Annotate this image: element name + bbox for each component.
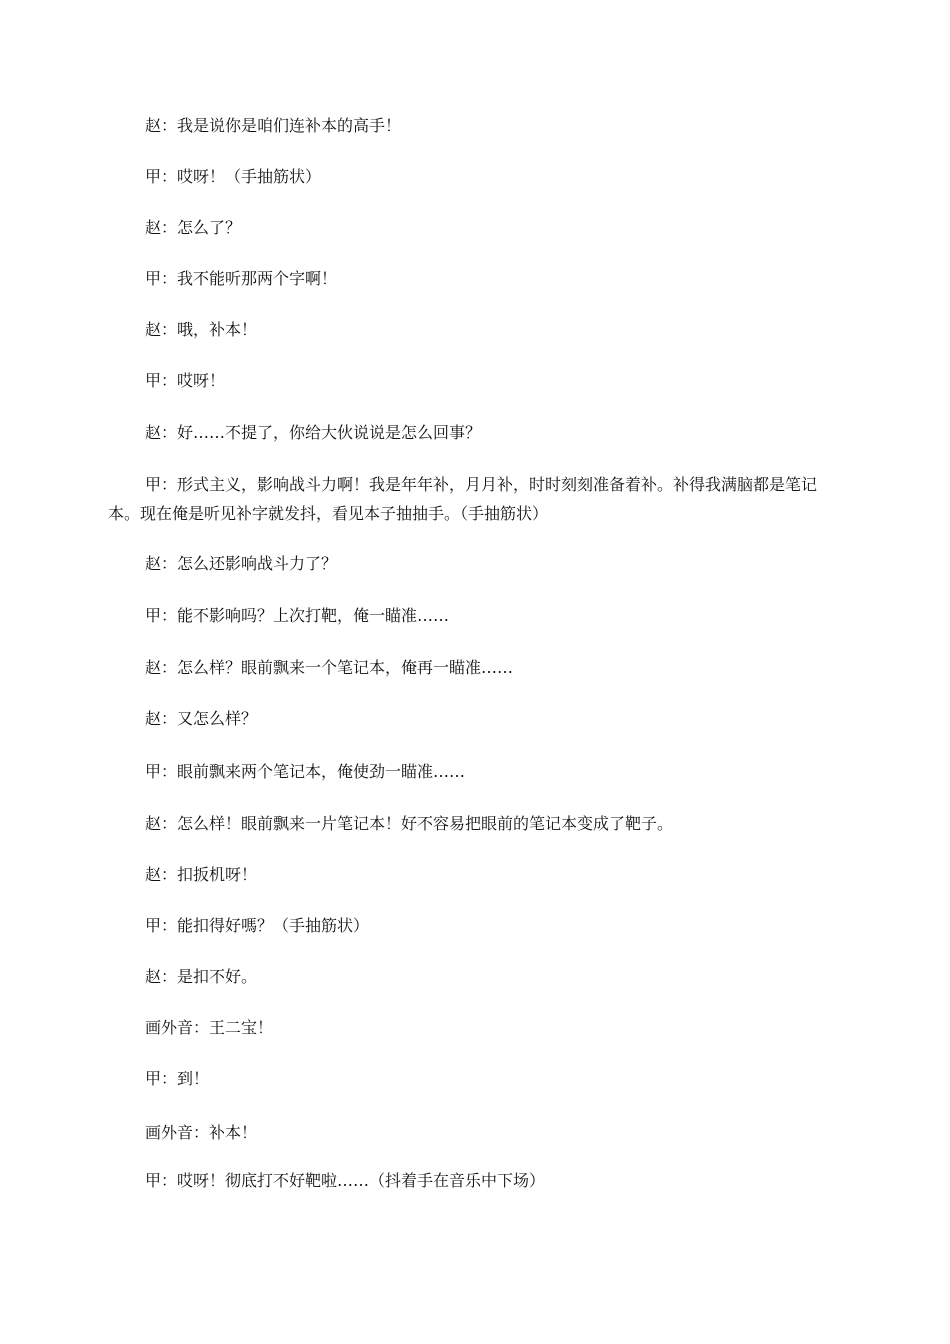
script-line: 赵：怎么样？眼前飘来一个笔记本，俺再一瞄准…… (145, 658, 514, 677)
script-line: 赵：怎么了？ (145, 218, 242, 237)
script-line: 甲：能扣得好嗎？（手抽筋状） (145, 916, 370, 935)
script-line: 甲：哎呀！ (145, 371, 226, 390)
script-line: 赵：又怎么样？ (145, 709, 258, 728)
script-line: 甲：能不影响吗？上次打靶，俺一瞄准…… (145, 606, 450, 625)
script-line: 赵：怎么还影响战斗力了？ (145, 554, 338, 573)
script-line: 甲：哎呀！（手抽筋状） (145, 167, 322, 186)
script-line: 甲：哎呀！彻底打不好靶啦……（抖着手在音乐中下场） (145, 1171, 546, 1190)
script-line: 画外音：补本！ (145, 1123, 258, 1142)
script-line: 赵：扣扳机呀！ (145, 865, 258, 884)
script-line: 赵：哦，补本！ (145, 320, 258, 339)
script-line: 甲：我不能听那两个字啊！ (145, 269, 338, 288)
script-line: 甲：眼前飘来两个笔记本，俺使劲一瞄准…… (145, 762, 466, 781)
script-line: 画外音：王二宝！ (145, 1018, 274, 1037)
script-line: 赵：好……不提了，你给大伙说说是怎么回事？ (145, 423, 482, 442)
script-line: 甲：形式主义，影响战斗力啊！我是年年补，月月补，时时刻刻准备着补。补得我满脑都是笔记本。现在俺是听见补字就发抖，看见本子抽抽手。（手抽筋状） (108, 475, 818, 523)
script-line: 赵：是扣不好。 (145, 967, 258, 986)
script-line: 赵：怎么样！眼前飘来一片笔记本！好不容易把眼前的笔记本变成了靶子。 (145, 814, 674, 833)
script-line: 赵：我是说你是咱们连补本的高手！ (145, 116, 402, 135)
script-line: 甲：到！ (145, 1069, 210, 1088)
